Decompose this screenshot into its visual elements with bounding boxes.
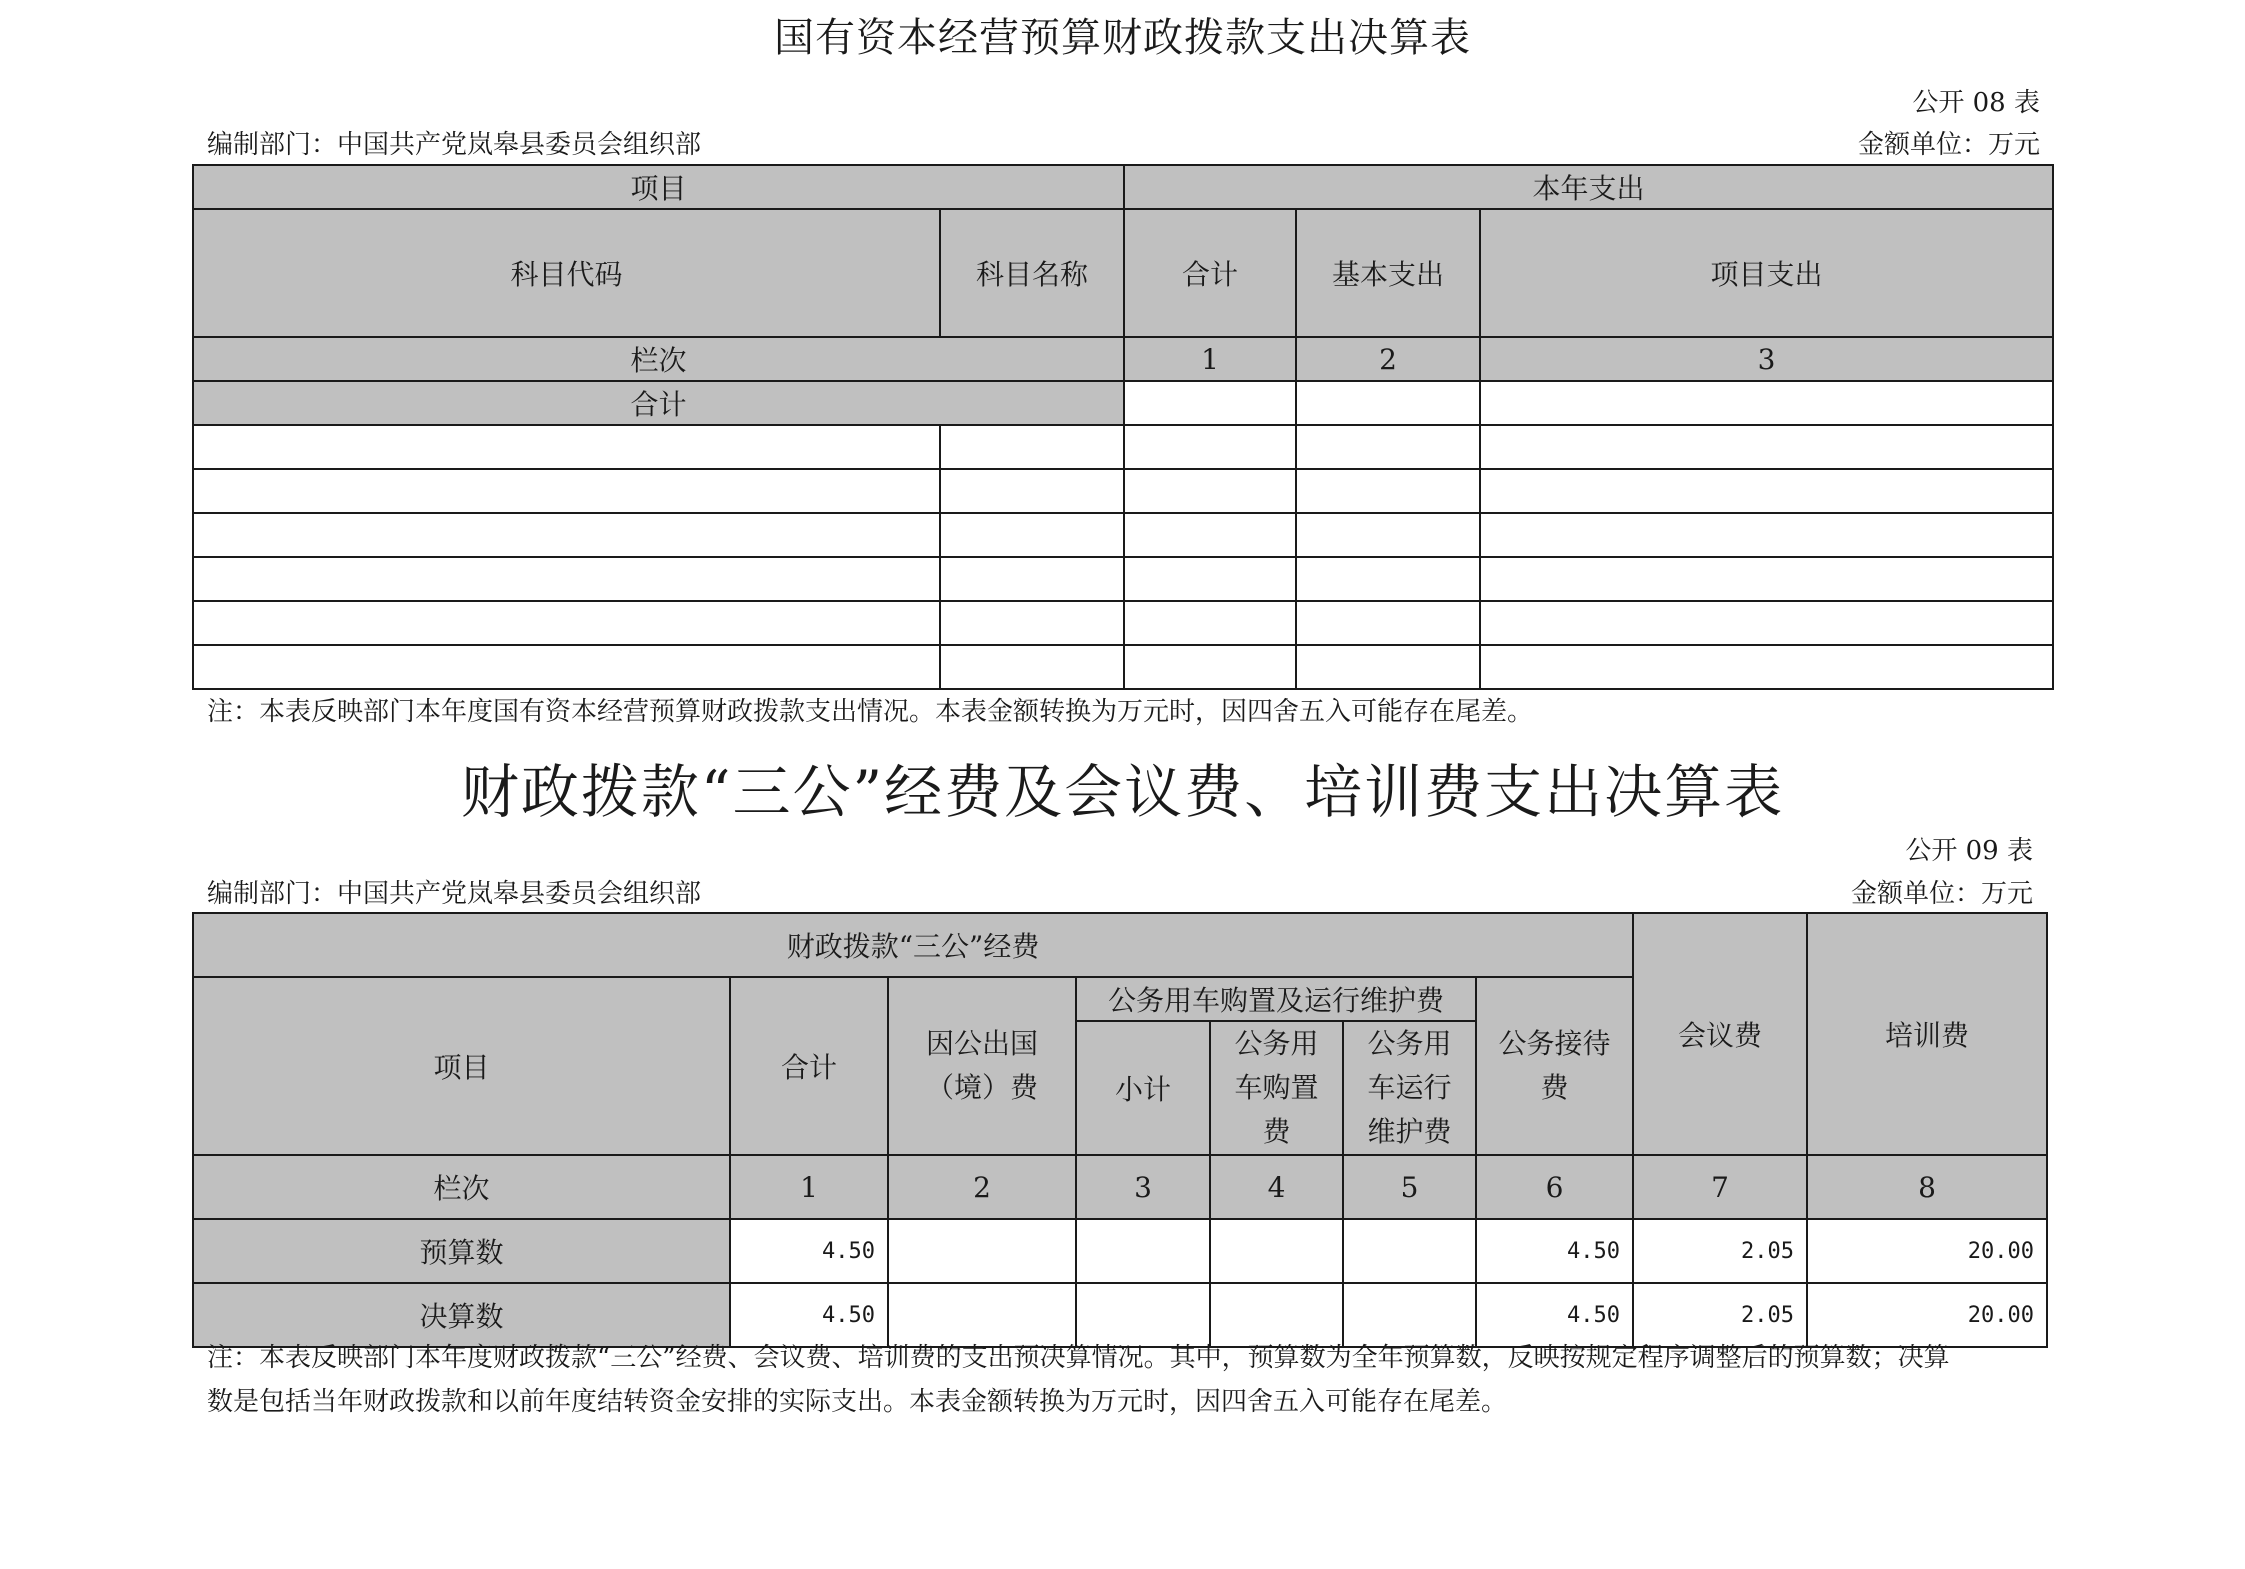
t1-total-cell (1480, 381, 2053, 425)
t2-cell-abroad (888, 1219, 1076, 1283)
t2-cell-meeting: 2.05 (1633, 1283, 1807, 1347)
t2-column-label: 栏次 (193, 1155, 730, 1219)
table2-code: 公开 09 表 (1905, 836, 2033, 866)
t2-row-label: 预算数 (193, 1219, 730, 1283)
t2-col-num: 4 (1210, 1155, 1343, 1219)
t2-header-reception: 公务接待 费 (1476, 977, 1633, 1155)
t2-header-meeting: 会议费 (1633, 913, 1807, 1155)
table-row (193, 1219, 2047, 1283)
t1-header-subject-name: 科目名称 (940, 209, 1124, 337)
t2-cell-total: 4.50 (730, 1283, 888, 1347)
t2-col-num: 2 (888, 1155, 1076, 1219)
table2-note (207, 1336, 2057, 1424)
table2-note-line1: 注：本表反映部门本年度财政拨款“三公”经费、会议费、培训费的支出预决算情况。其中，预算数为全年预算数，反映按规定程序调整后的预算数；决算 (207, 1343, 1950, 1373)
t2-cell-car-buy (1210, 1219, 1343, 1283)
t2-header-training: 培训费 (1807, 913, 2047, 1155)
t2-row-label: 决算数 (193, 1283, 730, 1347)
table2-title: 财政拨款“三公”经费及会议费、培训费支出决算表 (460, 758, 1785, 826)
table2-dept: 编制部门：中国共产党岚皋县委员会组织部 (207, 879, 702, 909)
t2-header-abroad: 因公出国 （境）费 (888, 977, 1076, 1155)
table2-unit: 金额单位：万元 (1850, 879, 2033, 909)
t2-col-num: 7 (1633, 1155, 1807, 1219)
table-row (193, 601, 2053, 645)
t2-cell-total: 4.50 (730, 1219, 888, 1283)
t1-col-num: 1 (1124, 337, 1296, 381)
table-row (193, 513, 2053, 557)
t2-header-car-run: 公务用 车运行 维护费 (1343, 1021, 1476, 1155)
table1-note: 注：本表反映部门本年度国有资本经营预算财政拨款支出情况。本表金额转换为万元时，因四舍五入可能存在尾差。 (207, 697, 1534, 727)
t2-cell-reception: 4.50 (1476, 1219, 1633, 1283)
t2-cell-meeting: 2.05 (1633, 1219, 1807, 1283)
t1-header-project: 项目支出 (1480, 209, 2053, 337)
t2-col-num: 1 (730, 1155, 888, 1219)
t2-header-car-buy: 公务用 车购置 费 (1210, 1021, 1343, 1155)
table2-note-line2: 数是包括当年财政拨款和以前年度结转资金安排的实际支出。本表金额转换为万元时，因四舍五入可能存在尾差。 (207, 1387, 1508, 1417)
table-row (193, 645, 2053, 689)
table1-dept: 编制部门：中国共产党岚皋县委员会组织部 (207, 130, 702, 160)
t2-col-num: 3 (1076, 1155, 1210, 1219)
t2-cell-car-run (1343, 1219, 1476, 1283)
t1-header-item: 项目 (193, 165, 1124, 209)
t2-cell-reception: 4.50 (1476, 1283, 1633, 1347)
t1-total-cell (1296, 381, 1480, 425)
t1-header-subject-code: 科目代码 (193, 209, 940, 337)
table-row (193, 557, 2053, 601)
t2-col-num: 6 (1476, 1155, 1633, 1219)
t1-col-num: 2 (1296, 337, 1480, 381)
t1-column-label: 栏次 (193, 337, 1124, 381)
table-row (193, 425, 2053, 469)
t1-total-label: 合计 (193, 381, 1124, 425)
t2-header-total: 合计 (730, 977, 888, 1155)
table-row (193, 469, 2053, 513)
table1-unit: 金额单位：万元 (1857, 130, 2040, 160)
t2-header-subtotal: 小计 (1076, 1021, 1210, 1155)
table2 (192, 912, 2048, 1348)
t2-header-sangong: 财政拨款“三公”经费 (193, 913, 1633, 977)
t2-col-num: 5 (1343, 1155, 1476, 1219)
table1-title: 国有资本经营预算财政拨款支出决算表 (774, 15, 1471, 61)
t1-col-num: 3 (1480, 337, 2053, 381)
table1 (192, 164, 2054, 690)
t2-cell-subtotal (1076, 1219, 1210, 1283)
t2-cell-training: 20.00 (1807, 1283, 2047, 1347)
t2-header-item: 项目 (193, 977, 730, 1155)
t1-header-basic: 基本支出 (1296, 209, 1480, 337)
t1-header-expense: 本年支出 (1124, 165, 2053, 209)
t2-col-num: 8 (1807, 1155, 2047, 1219)
t2-cell-training: 20.00 (1807, 1219, 2047, 1283)
table1-code: 公开 08 表 (1912, 88, 2040, 118)
t1-total-cell (1124, 381, 1296, 425)
t1-header-total: 合计 (1124, 209, 1296, 337)
t2-header-car: 公务用车购置及运行维护费 (1076, 977, 1476, 1021)
